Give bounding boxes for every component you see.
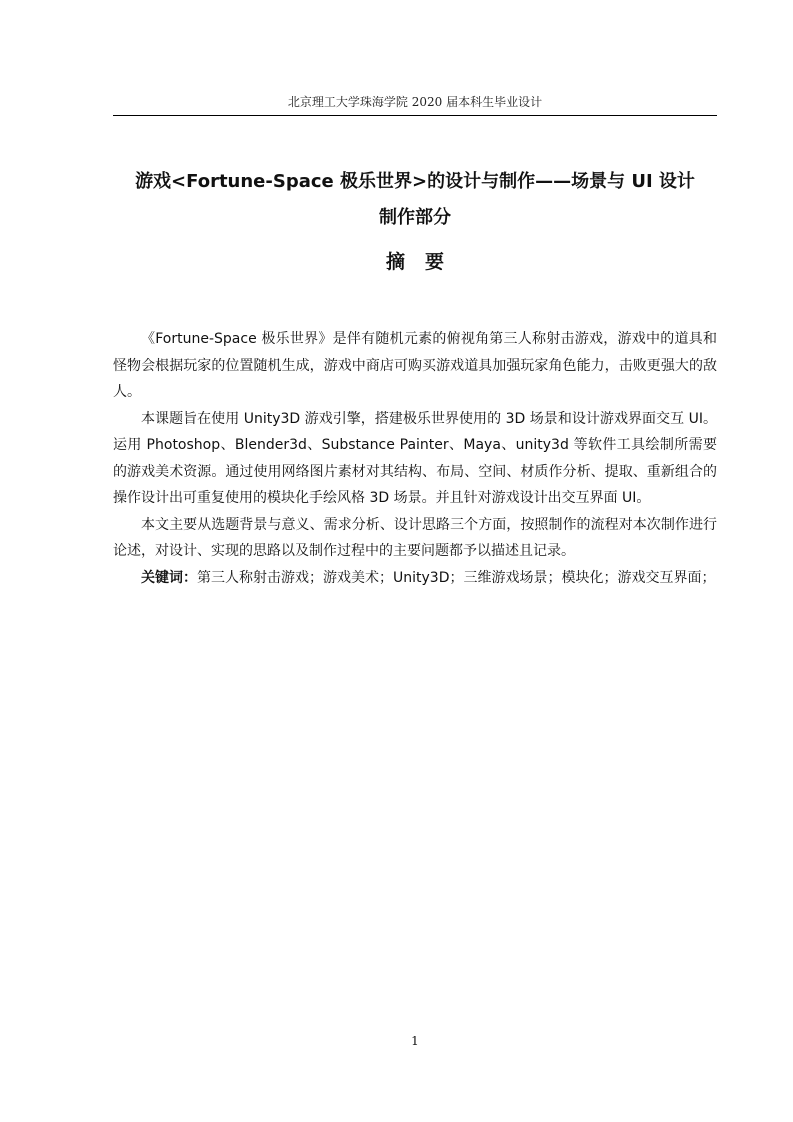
keywords-label: 关键词： (141, 569, 197, 586)
abstract-heading: 摘要 (385, 251, 464, 273)
thesis-title-line-2: 制作部分 (379, 207, 451, 228)
abstract-paragraph-3: 本文主要从选题背景与意义、需求分析、设计思路三个方面，按照制作的流程对本次制作进行论述，对设计、实现的思路以及制作过程中的主要问题都予以描述且记录。 (113, 516, 717, 559)
thesis-title-line-1: 游戏<Fortune-Space 极乐世界>的设计与制作——场景与 UI 设计 (135, 171, 695, 192)
abstract-paragraph-2: 本课题旨在使用 Unity3D 游戏引擎，搭建极乐世界使用的 3D 场景和设计游戏界面交互 UI。运用 Photoshop、Blender3d、Substance Painter、Maya、unity3d 等软件工具绘制所需要的游戏美术资源。通过使用网络图片素材对其结构、布局、空间、材质作分析、提取、重新组合的操作设计出可重复使用的模块化手绘风格 3D 场景。并且针对游戏设计出交互界面 UI。 (113, 410, 717, 506)
header-rule (113, 115, 717, 116)
running-header: 北京理工大学珠海学院 2020 届本科生毕业设计 (287, 95, 543, 109)
keywords-line (113, 565, 717, 592)
thesis-title (113, 164, 717, 236)
keywords-text: 第三人称射击游戏；游戏美术；Unity3D；三维游戏场景；模块化；游戏交互界面； (197, 569, 716, 586)
abstract-body (113, 326, 717, 591)
page-number: 1 (411, 1034, 419, 1048)
abstract-paragraph-1: 《Fortune-Space 极乐世界》是伴有随机元素的俯视角第三人称射击游戏，游戏中的道具和怪物会根据玩家的位置随机生成，游戏中商店可购买游戏道具加强玩家角色能力，击败更强大的敌人。 (113, 331, 717, 400)
